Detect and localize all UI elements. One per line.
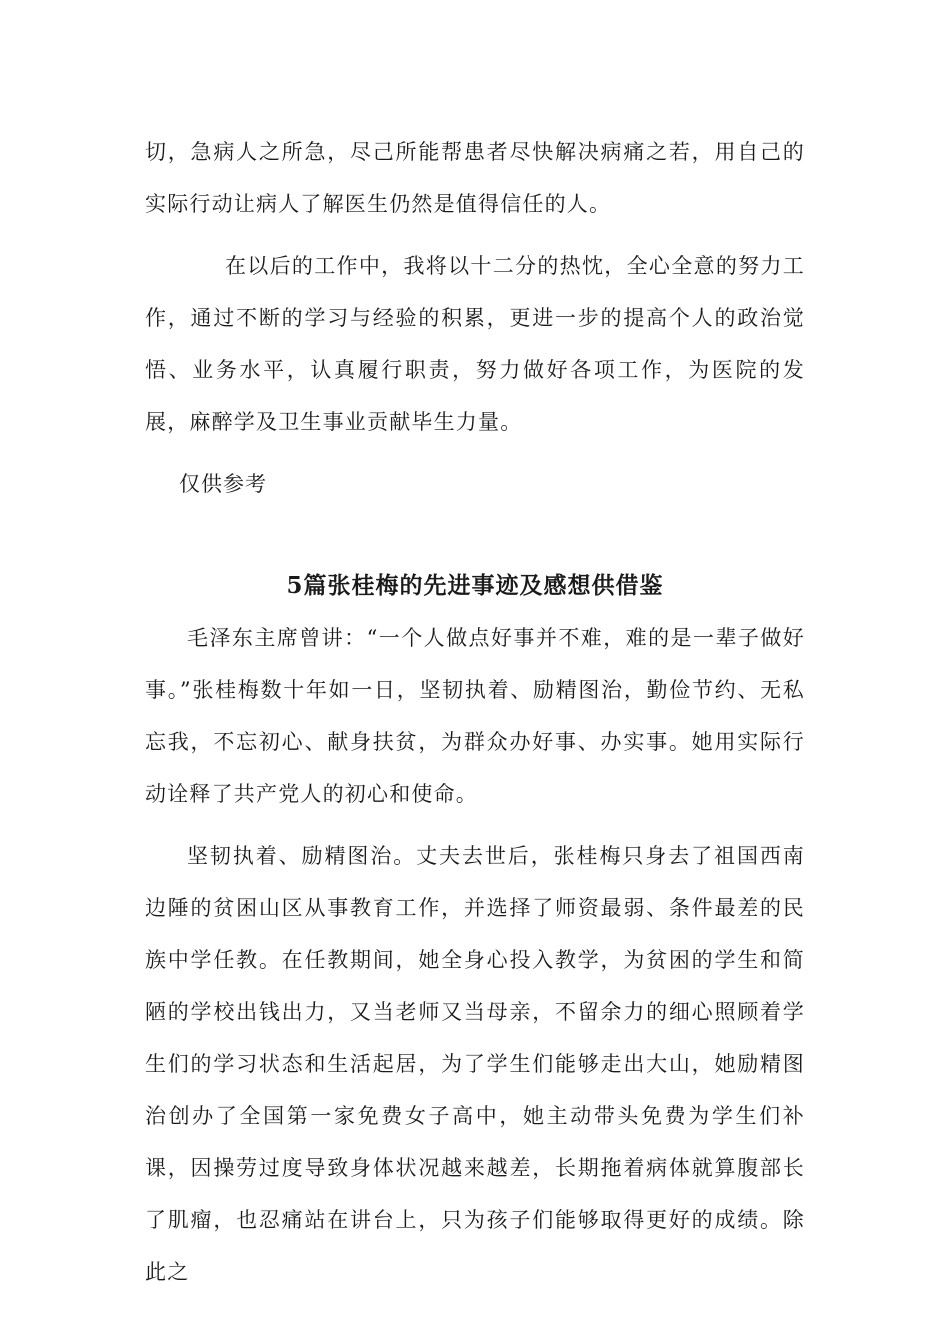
paragraph-future-work: 在以后的工作中，我将以十二分的热忱，全心全意的努力工作，通过不断的学习与经验的积累，更进一步的提高个人的政治觉悟、业务水平，认真履行职责，努力做好各项工作，为医院的发展，麻醉学及卫生事业贡献毕生力量。 [145,254,805,434]
paragraph-intro: 毛泽东主席曾讲：“一个人做点好事并不难，难的是一辈子做好事。”张桂梅数十年如一日，坚韧执着、励精图治，勤俭节约、无私忘我，不忘初心、献身扶贫，为群众办好事、办实事。她用实际行动诠释了共产党人的初心和使命。 [145,626,805,806]
article-title: 5篇张桂梅的先进事迹及感想供借鉴 [286,572,664,599]
paragraph-persistence: 坚韧执着、励精图治。丈夫去世后，张桂梅只身去了祖国西南边陲的贫困山区从事教育工作，并选择了师资最弱、条件最差的民族中学任教。在任教期间，她全身心投入教学，为贫困的学生和简陋的学校出钱出力，又当老师又当母亲，不留余力的细心照顾着学生们的学习状态和生活起居，为了学生们能够走出大山，她励精图治创办了全国第一家免费女子高中，她主动带头免费为学生们补课，因操劳过度导致身体状况越来越差，长期拖着病体就算腹部长了肌瘤，也忍痛站在讲台上，只为孩子们能够取得更好的成绩。除此之 [145,844,805,1284]
document-page [145,126,805,1298]
paragraph-continued: 切，急病人之所急，尽己所能帮患者尽快解决病痛之若，用自己的实际行动让病人了解医生仍然是值得信任的人。 [145,140,805,216]
reference-note: 仅供参考 [179,472,267,496]
